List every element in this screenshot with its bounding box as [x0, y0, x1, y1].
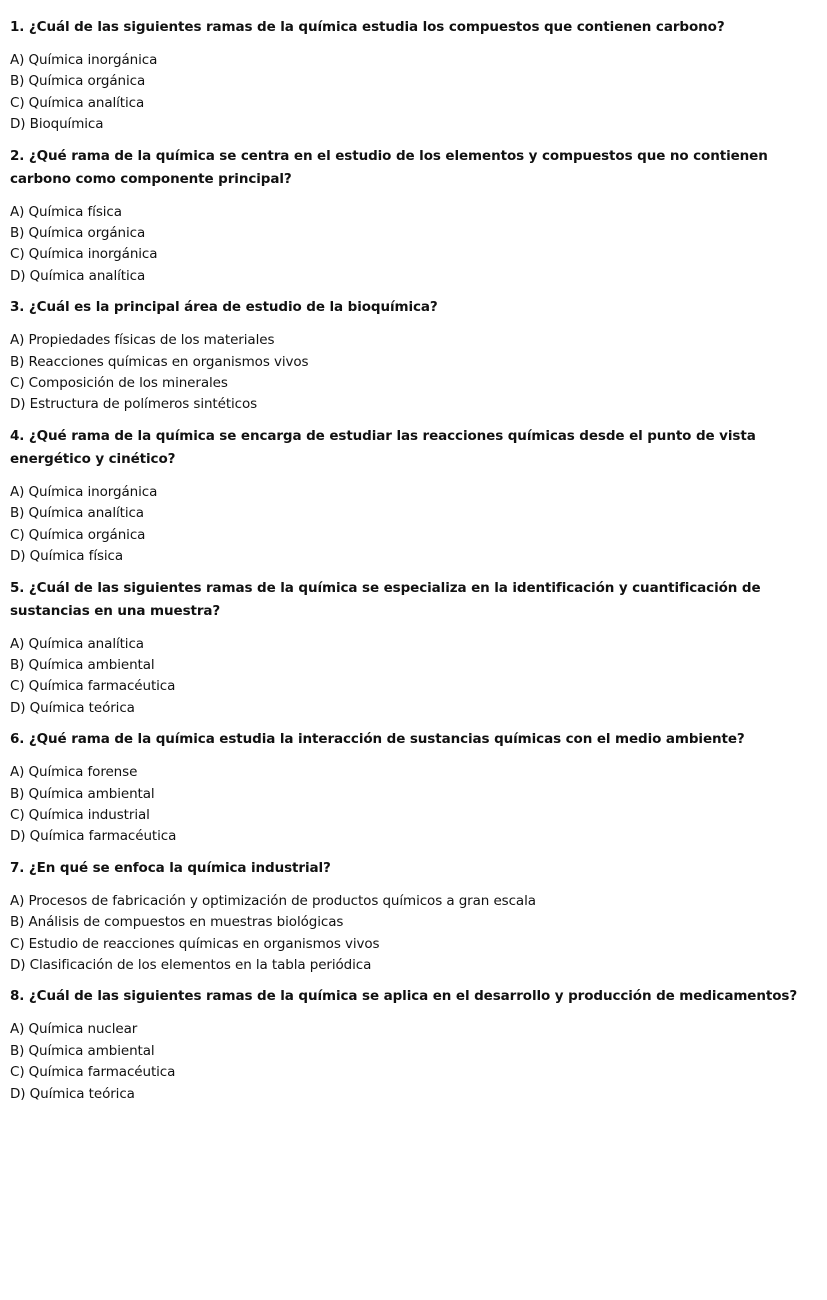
question-text: 1. ¿Cuál de las siguientes ramas de la química estudia los compuestos que contienen carbono?	[10, 19, 725, 35]
question-text: 5. ¿Cuál de las siguientes ramas de la química se especializa en la identificación y cuantificación de sustancias en una muestra?	[10, 579, 761, 619]
option-c: C) Química farmacéutica	[10, 1064, 176, 1081]
option-list	[10, 482, 817, 568]
option-b: B) Química ambiental	[10, 785, 155, 802]
option-list	[10, 330, 817, 416]
option-a: A) Procesos de fabricación y optimización de productos químicos a gran escala	[10, 892, 536, 909]
question-2	[10, 145, 817, 288]
question-7	[10, 857, 817, 977]
option-c: C) Química inorgánica	[10, 246, 158, 263]
option-list	[10, 1019, 817, 1105]
option-b: B) Química orgánica	[10, 225, 146, 242]
option-b: B) Reacciones químicas en organismos vivos	[10, 353, 309, 370]
option-d: D) Química teórica	[10, 1085, 135, 1102]
question-6	[10, 728, 817, 848]
option-d: D) Química física	[10, 548, 124, 565]
option-list	[10, 634, 817, 720]
question-text: 6. ¿Qué rama de la química estudia la interacción de sustancias químicas con el medio ambiente?	[10, 731, 745, 748]
option-d: D) Estructura de polímeros sintéticos	[10, 396, 258, 413]
question-text: 2. ¿Qué rama de la química se centra en el estudio de los elementos y compuestos que no contienen carbono como componente principal?	[10, 147, 768, 187]
option-a: A) Química inorgánica	[10, 52, 158, 68]
question-1	[10, 16, 817, 136]
option-list	[10, 762, 817, 848]
option-list	[10, 891, 817, 977]
option-d: D) Química farmacéutica	[10, 828, 177, 845]
option-b: B) Análisis de compuestos en muestras biológicas	[10, 914, 344, 931]
option-c: C) Composición de los minerales	[10, 375, 228, 392]
question-text: 7. ¿En qué se enfoca la química industrial?	[10, 859, 331, 876]
option-a: A) Química forense	[10, 764, 138, 781]
option-b: B) Química ambiental	[10, 656, 155, 673]
option-d: D) Clasificación de los elementos en la tabla periódica	[10, 956, 372, 973]
option-c: C) Química industrial	[10, 806, 150, 823]
option-a: A) Química analítica	[10, 635, 144, 652]
option-d: D) Química teórica	[10, 699, 135, 716]
option-c: C) Estudio de reacciones químicas en organismos vivos	[10, 935, 380, 952]
question-4	[10, 425, 817, 568]
question-8	[10, 985, 817, 1105]
question-3	[10, 296, 817, 416]
option-a: A) Química nuclear	[10, 1021, 138, 1038]
question-5	[10, 577, 817, 720]
question-text: 4. ¿Qué rama de la química se encarga de estudiar las reacciones químicas desde el punto de vista energético y cinético?	[10, 427, 756, 467]
option-a: A) Propiedades físicas de los materiales	[10, 332, 275, 349]
option-b: B) Química analítica	[10, 505, 144, 522]
option-b: B) Química orgánica	[10, 73, 146, 90]
option-d: D) Bioquímica	[10, 116, 104, 133]
option-list	[10, 50, 817, 136]
option-d: D) Química analítica	[10, 267, 146, 284]
option-c: C) Química farmacéutica	[10, 678, 176, 695]
option-c: C) Química analítica	[10, 94, 145, 111]
option-b: B) Química ambiental	[10, 1042, 155, 1059]
question-text: 8. ¿Cuál de las siguientes ramas de la química se aplica en el desarrollo y producción de medicamentos?	[10, 988, 798, 1005]
question-text: 3. ¿Cuál es la principal área de estudio de la bioquímica?	[10, 299, 438, 316]
option-a: A) Química inorgánica	[10, 483, 158, 500]
option-list	[10, 202, 817, 288]
option-a: A) Química física	[10, 203, 122, 220]
option-c: C) Química orgánica	[10, 526, 146, 543]
